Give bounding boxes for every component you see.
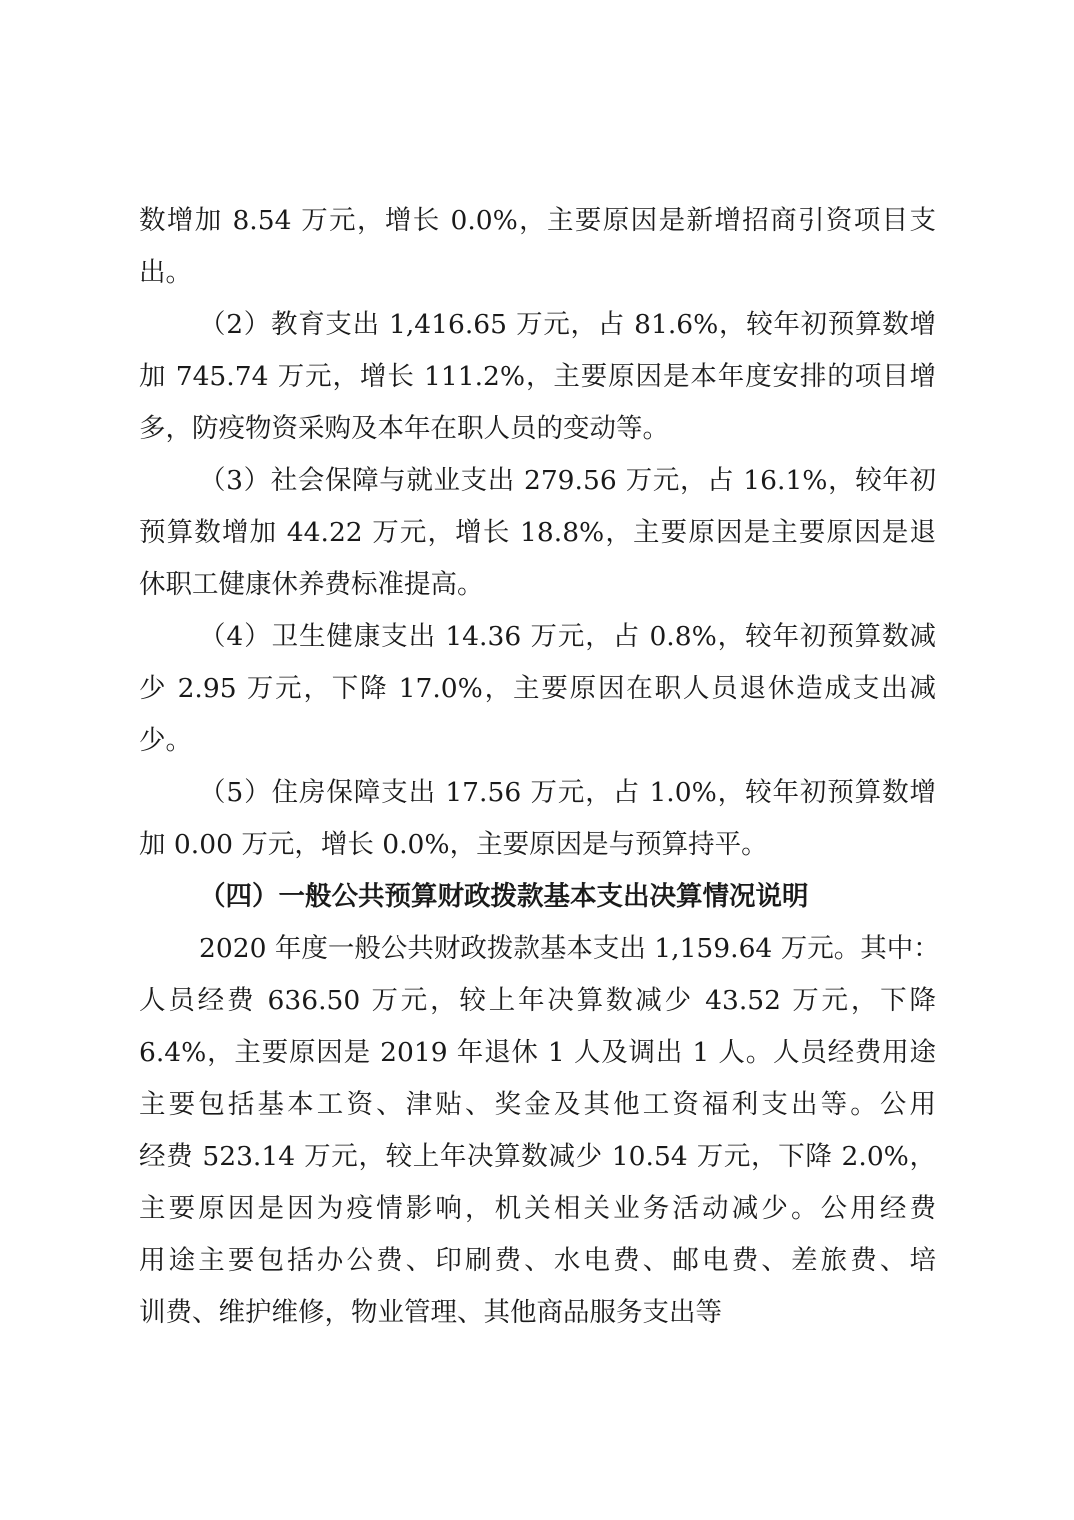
- paragraph-line: 2020 年度一般公共财政拨款基本支出 1,159.64 万元。其中：: [199, 933, 940, 964]
- paragraph-line: 6.4%，主要原因是 2019 年退休 1 人及调出 1 人。人员经费用途: [139, 1037, 936, 1068]
- paragraph-line: 数增加 8.54 万元，增长 0.0%，主要原因是新增招商引资项目支: [139, 205, 936, 236]
- paragraph-line: （4）卫生健康支出 14.36 万元，占 0.8%，较年初预算数减: [199, 621, 936, 652]
- paragraph-line: 出。: [139, 257, 192, 288]
- paragraph-line: 少。: [139, 725, 192, 756]
- paragraph-line: 主要原因是因为疫情影响，机关相关业务活动减少。公用经费: [139, 1193, 936, 1224]
- paragraph-line: （3）社会保障与就业支出 279.56 万元，占 16.1%，较年初: [199, 465, 936, 496]
- paragraph-line: 加 0.00 万元，增长 0.0%，主要原因是与预算持平。: [139, 829, 768, 860]
- paragraph-line: 预算数增加 44.22 万元，增长 18.8%，主要原因是主要原因是退: [139, 517, 936, 548]
- paragraph-line: 加 745.74 万元，增长 111.2%，主要原因是本年度安排的项目增: [139, 361, 936, 392]
- paragraph-line: （5）住房保障支出 17.56 万元，占 1.0%，较年初预算数增: [199, 777, 936, 808]
- paragraph-line: 少 2.95 万元，下降 17.0%，主要原因在职人员退休造成支出减: [139, 673, 936, 704]
- paragraph-line: 休职工健康休养费标准提高。: [139, 569, 484, 600]
- paragraph-line: 多，防疫物资采购及本年在职人员的变动等。: [139, 413, 669, 444]
- section-heading: （四）一般公共预算财政拨款基本支出决算情况说明: [199, 881, 809, 912]
- paragraph-line: （2）教育支出 1,416.65 万元，占 81.6%，较年初预算数增: [199, 309, 936, 340]
- paragraph-line: 人员经费 636.50 万元，较上年决算数减少 43.52 万元，下降: [139, 985, 936, 1016]
- paragraph-line: 训费、维护维修，物业管理、其他商品服务支出等: [139, 1297, 722, 1328]
- paragraph-line: 经费 523.14 万元，较上年决算数减少 10.54 万元，下降 2.0%，: [139, 1141, 936, 1172]
- paragraph-line: 用途主要包括办公费、印刷费、水电费、邮电费、差旅费、培: [139, 1245, 936, 1276]
- paragraph-line: 主要包括基本工资、津贴、奖金及其他工资福利支出等。公用: [139, 1089, 936, 1120]
